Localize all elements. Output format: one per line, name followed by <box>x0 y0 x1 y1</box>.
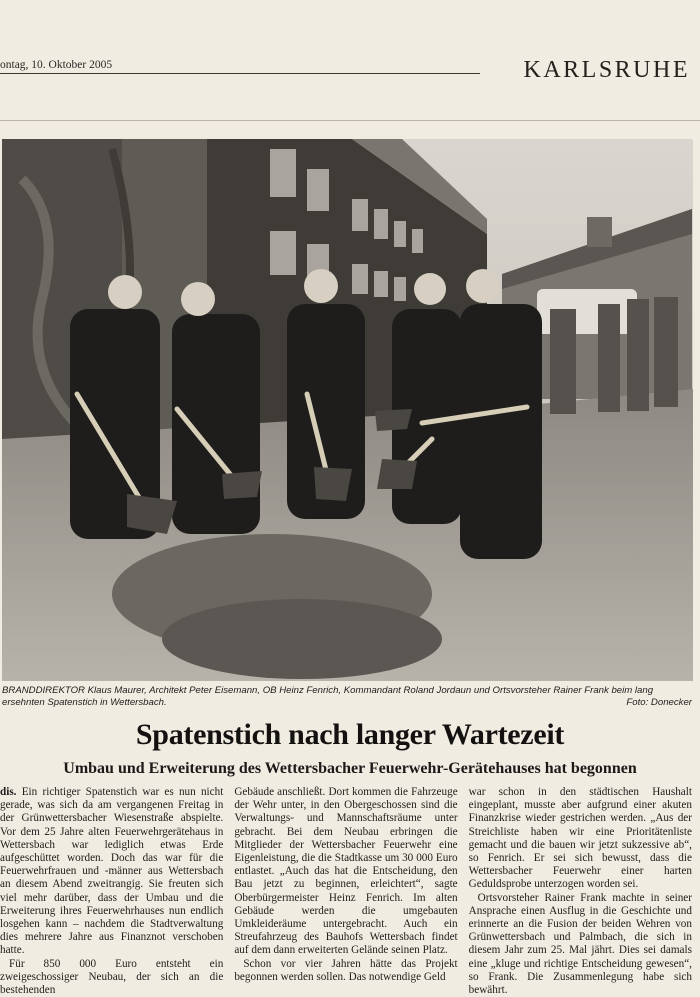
article-subheadline: Umbau und Erweiterung des Wettersbacher Feuerwehr-Gerätehauses hat begonnen <box>63 760 637 777</box>
page-fold-rule <box>0 120 700 121</box>
caption-line-1: BRANDDIREKTOR Klaus Maurer, Architekt Peter Eisemann, OB Heinz Fenrich, Kommandant Roland Jordaun und Ortsvorsteher Rainer Frank beim lang <box>2 685 654 696</box>
article-paragraph: Ortsvorsteher Rainer Frank machte in seiner Ansprache einen Ausflug in die Geschichte und erinnerte an die Fusion der beiden Wehren von Grünwettersbach und Palmbach, die sich in diesem Jahr zum 25. Mal jährt. Dies sei damals eine „kluge und richtige Entscheidung gewesen“, so Frank. Die Zusammenlegung habe sich bewährt. <box>468 891 692 997</box>
photo-caption <box>2 685 692 709</box>
article-paragraph: Für 850 000 Euro entsteht ein zweigeschossiger Neubau, der sich an die bestehenden <box>0 957 224 997</box>
issue-date: ontag, 10. Oktober 2005 <box>0 59 113 71</box>
article-body <box>0 786 692 997</box>
masthead-rule <box>0 73 480 74</box>
section-title: KARLSRUHE <box>523 57 690 83</box>
article-paragraph: Schon vor vier Jahren hätte das Projekt begonnen werden sollen. Das notwendige Geld <box>234 957 458 983</box>
article-headline: Spatenstich nach langer Wartezeit <box>135 718 565 751</box>
article-paragraph: Gebäude anschließt. Dort kommen die Fahrzeuge der Wehr unter, in den Obergeschossen sind die Verwaltungs- und Mannschaftsräume unter gebracht. Bei dem Neubau erbringen die Mitglieder der Wettersbacher Feuerwehr eine Eigenleistung, die die Stadtkasse um 30 000 Euro entlastet. „Auch das hat die Entscheidung, den Bau jetzt zu beginnen, erleichtert“, sagte Oberbürgermeister Heinz Fenrich. Im alten Gebäude werden die umgebauten Umkleideräume untergebracht. Auch ein Streufahrzeug des Bauhofs Wettersbach findet auf dem dann erweiterten Gelände seinen Platz. <box>234 786 458 957</box>
article-column-3 <box>468 786 692 997</box>
article-paragraph: dis. Ein richtiger Spatenstich war es nun nicht gerade, was sich da am vergangenen Freitag in der Grünwettersbacher Wiesenstraße abspielte. Vor dem 25 Jahre alten Feuerwehrgerätehaus in Wettersbach war lediglich etwas Erde aufgeschüttet worden. Doch das war für die Feuerwehrfrauen und -männer aus Wettersbach an diesem Abend zweitrangig. Sie freuten sich viel mehr darüber, dass der Umbau und die Erweiterung ihres Feuerwehrhauses nun endlich losgehen kann – nachdem die Stadtverwaltung dies mehrere Jahre aus Finanznot verschoben hatte. <box>0 786 224 957</box>
article-paragraph: war schon in den städtischen Haushalt eingeplant, musste aber aufgrund einer akuten Finanzkrise wieder gestrichen werden. „Aus der Streichliste haben wir eine Prioritätenliste gemacht und die bauen wir jetzt sukzessive ab“, so Fenrich. Er sei sich bewusst, dass die Wettersbacher Feuerwehr einer harten Geduldsprobe unterzogen worden sei. <box>468 786 692 891</box>
article-column-1 <box>0 786 224 997</box>
article-column-2 <box>234 786 457 986</box>
photo-credit: Foto: Donecker <box>626 697 692 708</box>
caption-line-2: ersehnten Spatenstich in Wettersbach. <box>2 697 167 708</box>
article-byline: dis. <box>0 786 17 798</box>
news-photo <box>2 139 693 681</box>
